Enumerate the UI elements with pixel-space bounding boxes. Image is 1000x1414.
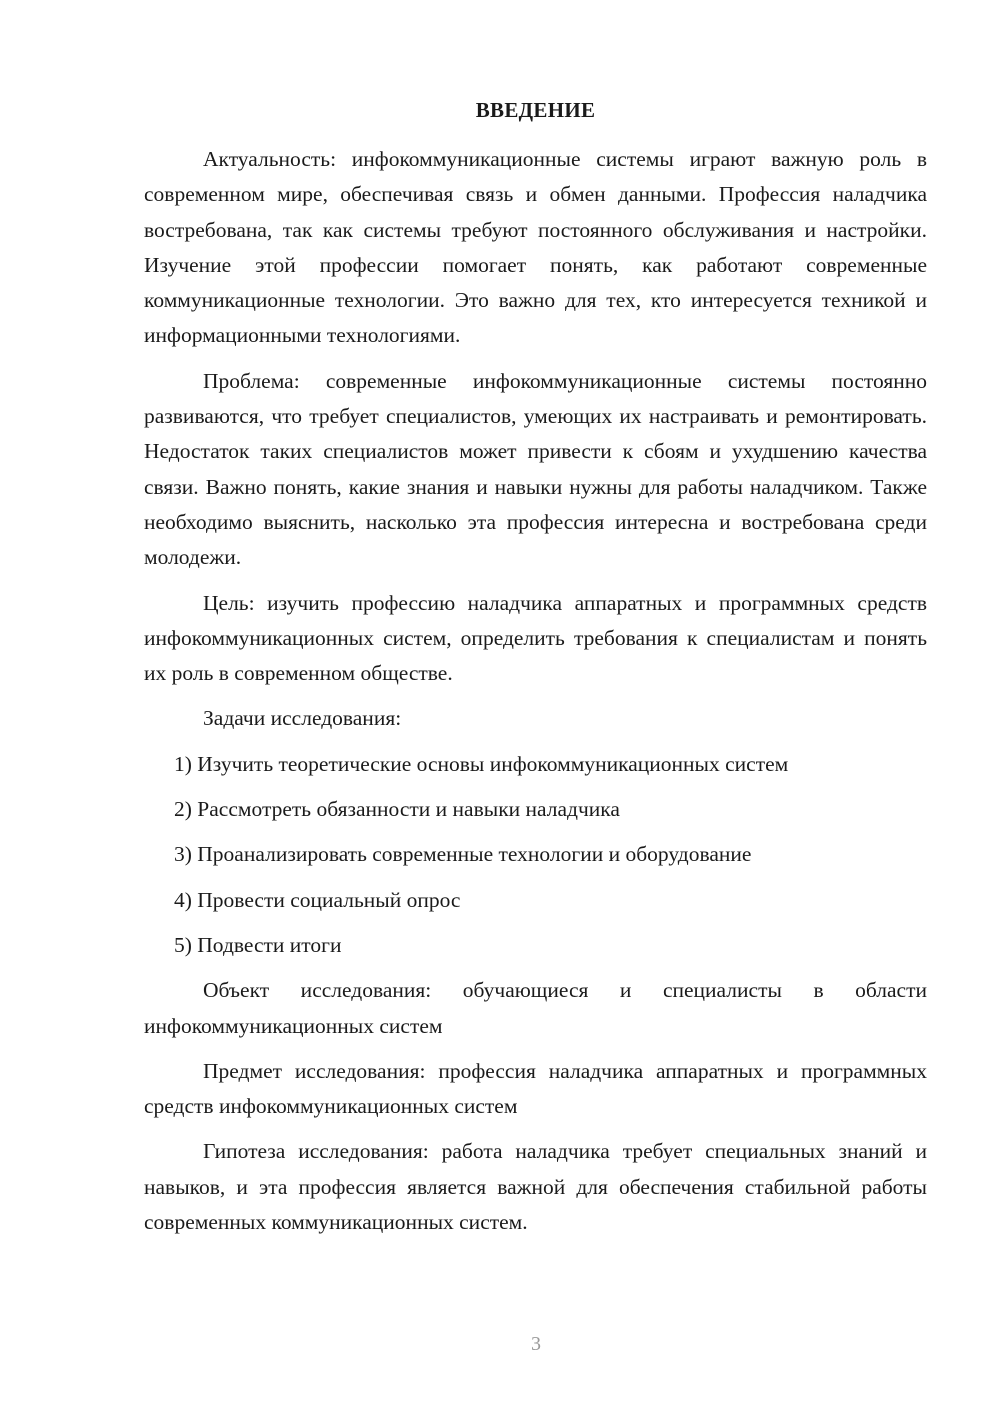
paragraph-problem: Проблема: современные инфокоммуникационные системы постоянно развиваются, что требует специалистов, умеющих их настраивать и ремонтировать. Недостаток таких специалистов может привести к сбоям и ухудшению качества связи. Важно понять, какие знания и навыки нужны для работы наладчиком. Также необходимо выяснить, насколько эта профессия интересна и востребована среди молодежи.	[144, 368, 927, 570]
paragraph-relevance: Актуальность: инфокоммуникационные системы играют важную роль в современном мире, обеспечивая связь и обмен данными. Профессия наладчика востребована, так как системы требуют постоянного обслуживания и настройки. Изучение этой профессии помогает понять, как работают современные коммуникационные технологии. Это важно для тех, кто интересуется техникой и информационными технологиями.	[144, 147, 927, 348]
list-item: 4) Провести социальный опрос	[174, 887, 461, 912]
list-item: 3) Проанализировать современные технологии и оборудование	[174, 842, 752, 867]
section-title: ВВЕДЕНИЕ	[475, 98, 596, 122]
list-item: 5) Подвести итоги	[174, 932, 342, 957]
tasks-list	[144, 747, 927, 963]
paragraph-object: Объект исследования: обучающиеся и специалисты в области инфокоммуникационных систем	[144, 978, 927, 1038]
document-page	[144, 92, 927, 1240]
list-item: 2) Рассмотреть обязанности и навыки наладчика	[174, 797, 620, 822]
paragraph-goal: Цель: изучить профессию наладчика аппаратных и программных средств инфокоммуникационных систем, определить требования к специалистам и понять их роль в современном обществе.	[144, 590, 927, 686]
paragraph-hypothesis: Гипотеза исследования: работа наладчика требует специальных знаний и навыков, и эта профессия является важной для обеспечения стабильной работы современных коммуникационных систем.	[144, 1139, 927, 1235]
list-item: 1) Изучить теоретические основы инфокоммуникационных систем	[174, 751, 789, 776]
paragraph-tasks-heading: Задачи исследования:	[203, 706, 402, 731]
paragraph-subject: Предмет исследования: профессия наладчика аппаратных и программных средств инфокоммуникационных систем	[144, 1058, 927, 1119]
page-number: 3	[531, 1333, 541, 1355]
